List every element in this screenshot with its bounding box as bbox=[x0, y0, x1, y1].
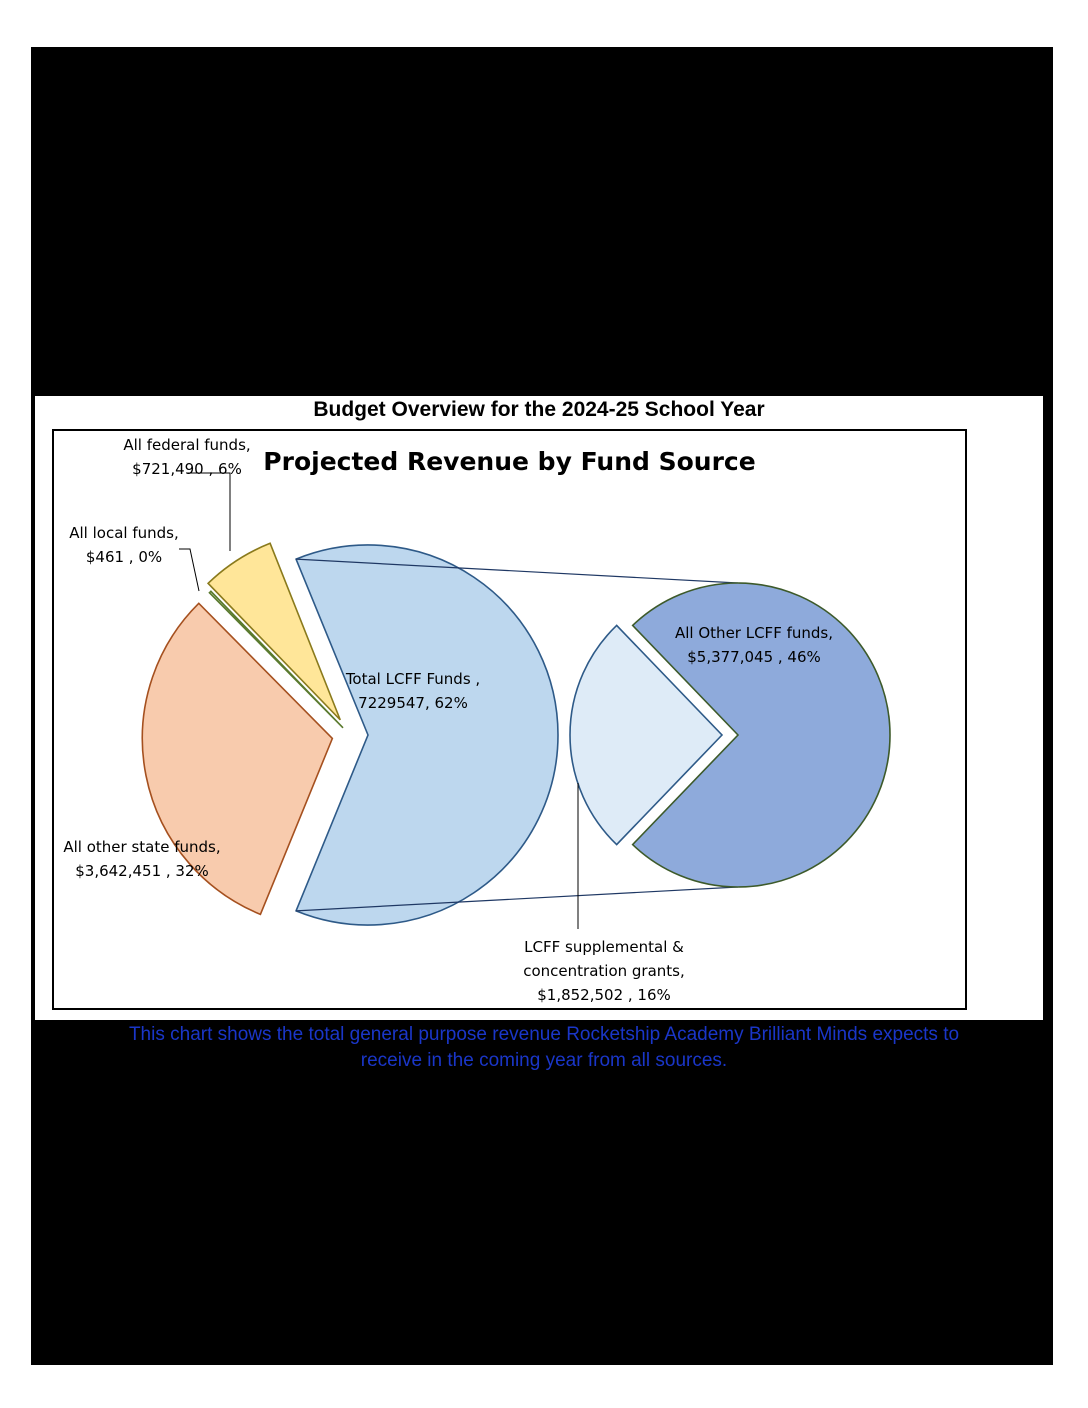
label-other-lcff: All Other LCFF funds, $5,377,045 , 46% bbox=[675, 624, 833, 666]
chart-panel bbox=[35, 396, 1043, 1020]
chart-caption: This chart shows the total general purpose revenue Rocketship Academy Brilliant Minds expects to receive in the coming year from all sources. bbox=[128, 1024, 960, 1071]
leader-line-federal bbox=[187, 473, 230, 551]
leader-line-local bbox=[179, 549, 199, 591]
label-local-funds: All local funds, $461 , 0% bbox=[69, 524, 179, 566]
chart-title: Projected Revenue by Fund Source bbox=[263, 447, 756, 476]
slice-total-lcff-funds bbox=[296, 545, 558, 925]
budget-overview-title: Budget Overview for the 2024-25 School Year bbox=[313, 398, 765, 421]
label-lcff-supplemental: LCFF supplemental & concentration grants, $1,852,502 , 16% bbox=[523, 938, 685, 1004]
label-total-lcff: Total LCFF Funds , 7229547, 62% bbox=[345, 670, 481, 712]
pie-of-pie-chart bbox=[54, 431, 965, 1008]
label-other-state: All other state funds, $3,642,451 , 32% bbox=[63, 838, 221, 880]
plot-area bbox=[52, 429, 967, 1010]
label-federal-funds: All federal funds, $721,490 , 6% bbox=[123, 436, 251, 478]
